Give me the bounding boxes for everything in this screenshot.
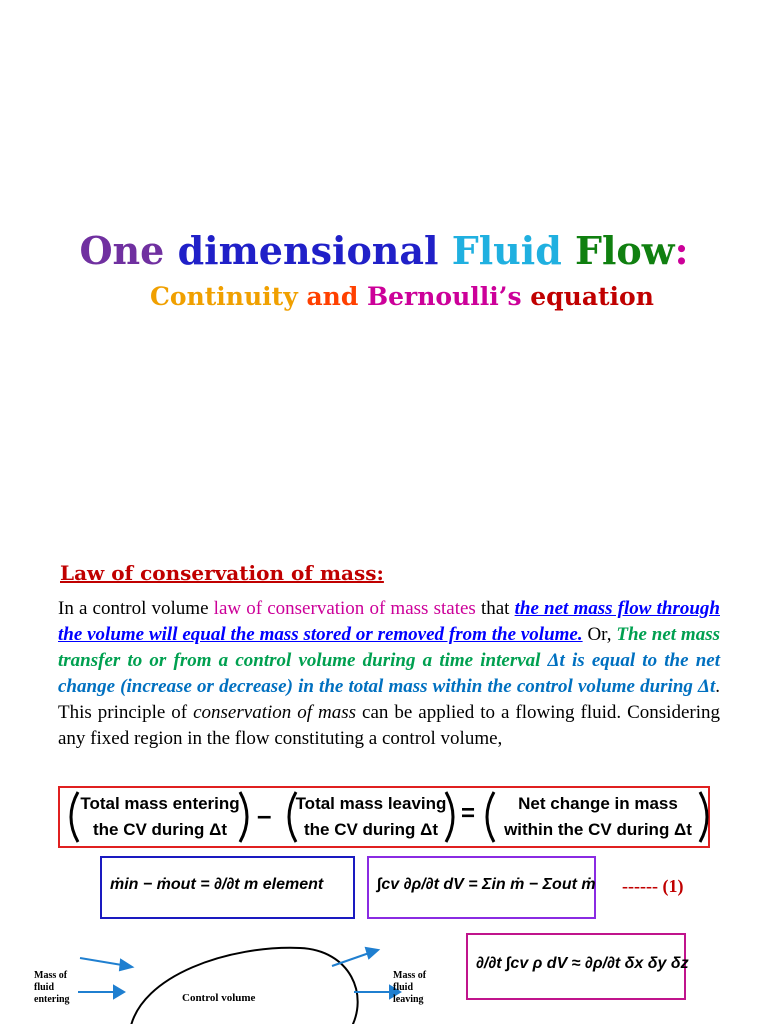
subtitle-word-bernoulli: Bernoulli’s	[367, 282, 522, 311]
subtitle-word-and: and	[306, 282, 359, 311]
equation-integral-box	[367, 856, 596, 919]
term2-line1: Total mass leaving	[295, 794, 447, 813]
label-mass-entering	[34, 970, 70, 1006]
minus-sign: –	[257, 800, 272, 830]
label-mass-leaving	[393, 970, 426, 1006]
label-line: leaving	[393, 994, 424, 1005]
control-volume-label: Control volume	[182, 992, 256, 1004]
para-text: Or,	[582, 624, 617, 645]
para-text: that	[475, 598, 515, 619]
label-line: fluid	[393, 982, 414, 993]
label-line: Mass of	[393, 970, 427, 981]
subtitle-word-continuity: Continuity	[150, 282, 298, 311]
title-word-dimensional: dimensional	[177, 228, 439, 273]
control-volume-shape	[130, 948, 358, 1024]
label-line: Mass of	[34, 970, 68, 981]
equals-sign: =	[461, 800, 476, 827]
equation-mass-rate-box	[100, 856, 355, 919]
equation-approx-box	[466, 933, 689, 1000]
equation-approximation: ∂/∂t ∫cv ρ dV ≈ ∂ρ/∂t δx δy δz	[476, 955, 689, 972]
para-text: In a control volume	[58, 598, 214, 619]
title-word-fluid: Fluid	[451, 228, 562, 273]
title-colon: :	[674, 228, 689, 273]
term3-line2: within the CV during Δt	[504, 820, 692, 839]
para-highlight-law: law of conservation of mass states	[213, 598, 476, 619]
term1-line1: Total mass entering	[80, 794, 240, 813]
label-line: entering	[34, 994, 70, 1005]
title-word-flow: Flow:	[575, 228, 689, 273]
equation-number: ------ (1)	[622, 876, 684, 896]
para-alt-definition-green: The net mass transfer to or from a control volume during a time interval	[58, 624, 720, 671]
para-text: . This principle of	[58, 676, 720, 723]
label-line: fluid	[34, 982, 55, 993]
subtitle-word-equation: equation	[530, 282, 654, 311]
para-text: can be applied to a flowing fluid. Considering any fixed region in the flow constituting a control volume,	[58, 702, 721, 749]
term-total-mass-leaving	[293, 791, 449, 843]
equation-integral: ∫cv ∂ρ/∂t dV = Σin ṁ − Σout ṁ	[377, 876, 596, 893]
term-total-mass-entering	[78, 791, 242, 843]
para-definition: the net mass flow through the volume will equal the mass stored or removed from the volume.	[58, 598, 720, 645]
term3-line1: Net change in mass	[518, 794, 678, 813]
section-heading: Law of conservation of mass:	[60, 561, 384, 585]
para-alt-definition-blue: Δt is equal to the net change (increase or decrease) in the total mass within the control volume during Δt	[58, 650, 720, 697]
term1-line2: the CV during Δt	[92, 820, 228, 839]
term-net-change	[493, 791, 703, 843]
term2-line2: the CV during Δt	[303, 820, 439, 839]
title-word-one: One	[79, 228, 165, 273]
para-italic-term: conservation of mass	[193, 702, 357, 723]
equation-mass-rate: ṁin − ṁout = ∂/∂t m element	[110, 876, 324, 893]
